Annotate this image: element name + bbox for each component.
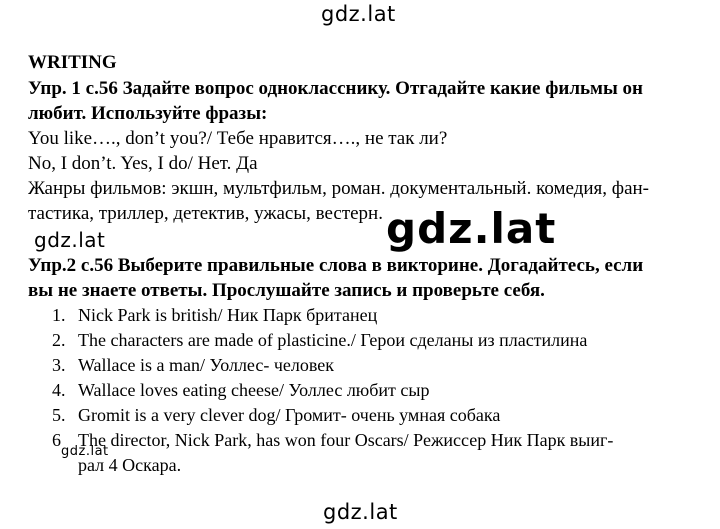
list-item-number: 4. (52, 380, 66, 400)
list-item (52, 378, 429, 402)
exercise2-title-line2: вы не знаете ответы. Прослушайте запись и проверьте себя. (28, 280, 545, 301)
exercise1-title-line1: Упр. 1 с.56 Задайте вопрос однокласснику. Отгадайте какие фильмы он (28, 78, 643, 99)
watermark-small: gdz.lat (34, 228, 106, 252)
list-item-text: The director, Nick Park, has won four Oscars/ Режиссер Ник Парк выиг- (78, 430, 614, 450)
list-item (52, 428, 613, 452)
watermark-bottom: gdz.lat (323, 500, 398, 524)
list-item-text: Wallace loves eating cheese/ Уоллес любит сыр (78, 380, 430, 400)
list-item-number: 1. (52, 305, 66, 325)
list-item-text: Wallace is a man/ Уоллес- человек (78, 355, 335, 375)
list-item-number: 5. (52, 405, 66, 425)
list-item-text: Gromit is a very clever dog/ Громит- очень умная собака (78, 405, 501, 425)
list-item-number: 3. (52, 355, 66, 375)
watermark-tiny: gdz.lat (61, 444, 109, 459)
list-item (52, 353, 334, 377)
watermark-large: gdz.lat (386, 204, 557, 253)
list-item (52, 328, 587, 352)
list-item-text: The characters are made of plasticine./ Герои сделаны из пластилина (78, 330, 588, 350)
exercise2-title-line1: Упр.2 с.56 Выберите правильные слова в викторине. Догадайтесь, если (28, 255, 644, 276)
exercise1-title-line2: любит. Используйте фразы: (28, 103, 268, 124)
list-item-number: 6 (52, 430, 61, 450)
list-item (52, 303, 377, 327)
list-item-continuation: рал 4 Оскара. (78, 455, 182, 475)
watermark-top: gdz.lat (321, 2, 396, 26)
section-heading: WRITING (28, 52, 117, 73)
list-item-number: 2. (52, 330, 66, 350)
list-item-text: Nick Park is british/ Ник Парк британец (78, 305, 378, 325)
exercise1-phrase2: No, I don’t. Yes, I do/ Нет. Да (28, 153, 258, 174)
exercise1-genres-line2: тастика, триллер, детектив, ужасы, вестерн. (28, 203, 383, 224)
list-item (52, 403, 500, 427)
exercise1-genres-line1: Жанры фильмов: экшн, мультфильм, роман. документальный. комедия, фан- (28, 178, 650, 199)
exercise1-phrase1: You like…., don’t you?/ Тебе нравится…., не так ли? (28, 128, 448, 149)
